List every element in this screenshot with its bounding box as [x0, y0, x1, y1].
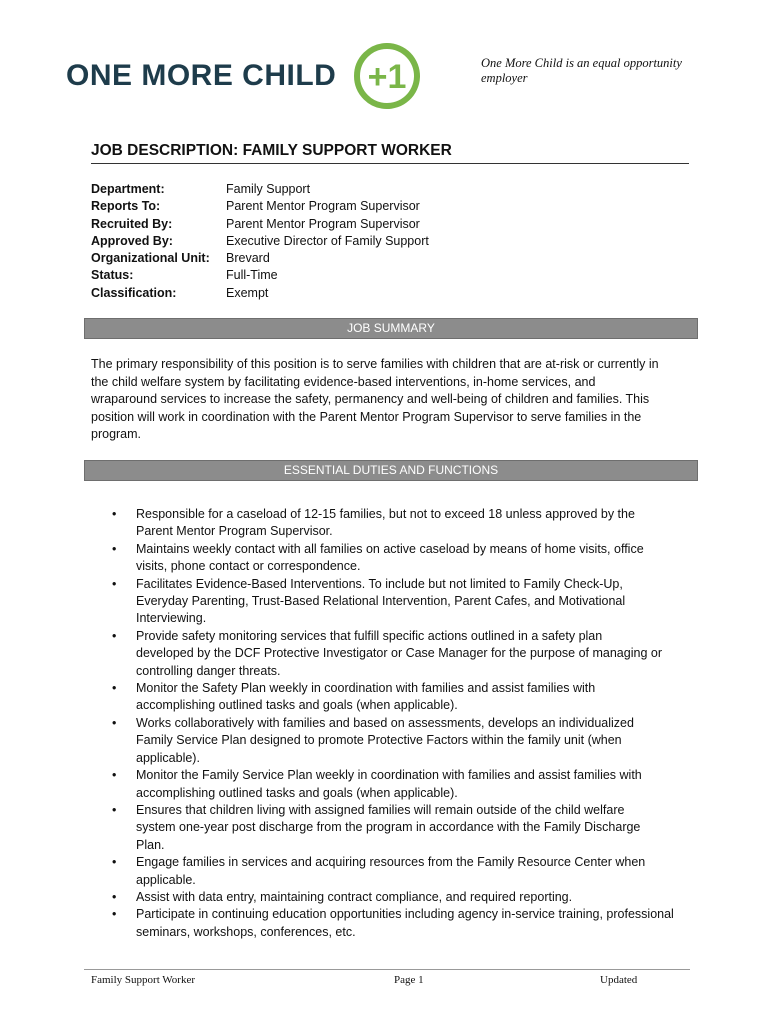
duty-line: • Provide safety monitoring services that fulfill specific actions outlined in a safety plan [136, 628, 603, 643]
job-summary-text [91, 356, 689, 444]
duty-line: accomplishing outlined tasks and goals (when applicable). [136, 785, 458, 800]
meta-value: Parent Mentor Program Supervisor [226, 216, 420, 231]
duty-line: • Responsible for a caseload of 12-15 families, but not to exceed 18 unless approved by the [136, 507, 635, 521]
meta-label: Approved By: [91, 233, 173, 248]
plus-one-logo-icon [352, 41, 422, 111]
duty-line: • Monitor the Safety Plan weekly in coordination with families and assist families with [136, 681, 596, 696]
document-title: JOB DESCRIPTION: FAMILY SUPPORT WORKER [91, 142, 689, 164]
meta-label: Classification: [91, 285, 177, 300]
duty-line: applicable). [136, 750, 200, 765]
job-summary-heading: JOB SUMMARY [84, 318, 698, 339]
summary-line: position will work in coordination with the Parent Mentor Program Supervisor to serve families in the [91, 409, 642, 424]
meta-row-organizational-unit [91, 250, 429, 267]
duty-line: • Engage families in services and acquiring resources from the Family Resource Center when [136, 855, 646, 870]
job-metadata [91, 181, 429, 302]
meta-value: Executive Director of Family Support [226, 233, 429, 248]
duty-line: • Ensures that children living with assigned families will remain outside of the child welfare [136, 802, 625, 817]
duty-line: Family Service Plan designed to promote Protective Factors within the family unit (when [136, 733, 622, 748]
meta-label: Recruited By: [91, 216, 173, 231]
meta-row-approved-by [91, 233, 429, 250]
list-item [110, 541, 700, 576]
meta-row-status [91, 267, 429, 284]
duty-line: developed by the DCF Protective Investigator or Case Manager for the purpose of managing or [136, 646, 662, 661]
meta-row-department [91, 181, 429, 198]
duty-line: applicable. [136, 872, 196, 887]
meta-value: Parent Mentor Program Supervisor [226, 199, 420, 214]
duty-line: controlling danger threats. [136, 663, 281, 678]
organization-logo [66, 40, 422, 112]
duty-line: accomplishing outlined tasks and goals (when applicable). [136, 698, 458, 713]
summary-line: program. [91, 427, 142, 442]
meta-label: Status: [91, 268, 134, 283]
duty-line: • Monitor the Family Service Plan weekly in coordination with families and assist families with [136, 768, 642, 783]
duty-line: • Works collaboratively with families and based on assessments, develops an individualized [136, 715, 634, 730]
duty-line: • Assist with data entry, maintaining contract compliance, and required reporting. [136, 889, 573, 904]
footer-divider [84, 969, 690, 970]
duty-line: Plan. [136, 837, 165, 852]
duty-line: visits, phone contact or correspondence. [136, 559, 361, 574]
duty-line: Everyday Parenting, Trust-Based Relational Intervention, Parent Cafes, and Motivational [136, 594, 626, 609]
summary-line: wraparound services to increase the safety, permanency and well-being of children and families. This [91, 392, 650, 407]
meta-value: Exempt [226, 285, 269, 300]
meta-row-classification [91, 285, 429, 302]
summary-line: The primary responsibility of this position is to serve families with children that are at-risk or currently in [91, 357, 659, 371]
list-item [110, 680, 700, 715]
list-item [110, 506, 700, 541]
logo-wordmark: ONE MORE CHILD [66, 59, 337, 92]
list-item [110, 767, 700, 802]
list-item [110, 906, 700, 941]
equal-opportunity-statement: One More Child is an equal opportunity employer [481, 56, 682, 85]
footer-updated: Updated [600, 974, 638, 986]
duty-line: seminars, workshops, conferences, etc. [136, 924, 356, 939]
list-item [110, 628, 700, 680]
meta-value: Family Support [226, 182, 311, 196]
meta-label: Reports To: [91, 199, 161, 214]
footer-page-number: Page 1 [394, 974, 424, 986]
list-item [110, 576, 700, 628]
meta-label: Organizational Unit: [91, 251, 210, 266]
list-item [110, 715, 700, 767]
footer-document-name: Family Support Worker [91, 974, 196, 986]
summary-line: the child welfare system by facilitating evidence-based interventions, in-home services, and [91, 374, 596, 389]
duty-line: Parent Mentor Program Supervisor. [136, 524, 333, 539]
duties-list [110, 506, 700, 941]
duty-line: • Participate in continuing education opportunities including agency in-service training, professional [136, 907, 674, 922]
meta-value: Full-Time [226, 268, 278, 283]
list-item [110, 854, 700, 889]
list-item [110, 802, 700, 854]
essential-duties-heading: ESSENTIAL DUTIES AND FUNCTIONS [84, 460, 698, 481]
list-item [110, 889, 700, 906]
svg-text:+1: +1 [367, 58, 407, 96]
meta-row-recruited-by [91, 216, 429, 233]
meta-value: Brevard [226, 251, 270, 266]
duty-line: system one-year post discharge from the program in accordance with the Family Discharge [136, 820, 641, 835]
duty-line: • Facilitates Evidence-Based Interventions. To include but not limited to Family Check-Up, [136, 576, 623, 591]
meta-row-reports-to [91, 198, 429, 215]
meta-label: Department: [91, 182, 165, 196]
duty-line: Interviewing. [136, 611, 207, 626]
duty-line: • Maintains weekly contact with all families on active caseload by means of home visits, office [136, 541, 644, 556]
